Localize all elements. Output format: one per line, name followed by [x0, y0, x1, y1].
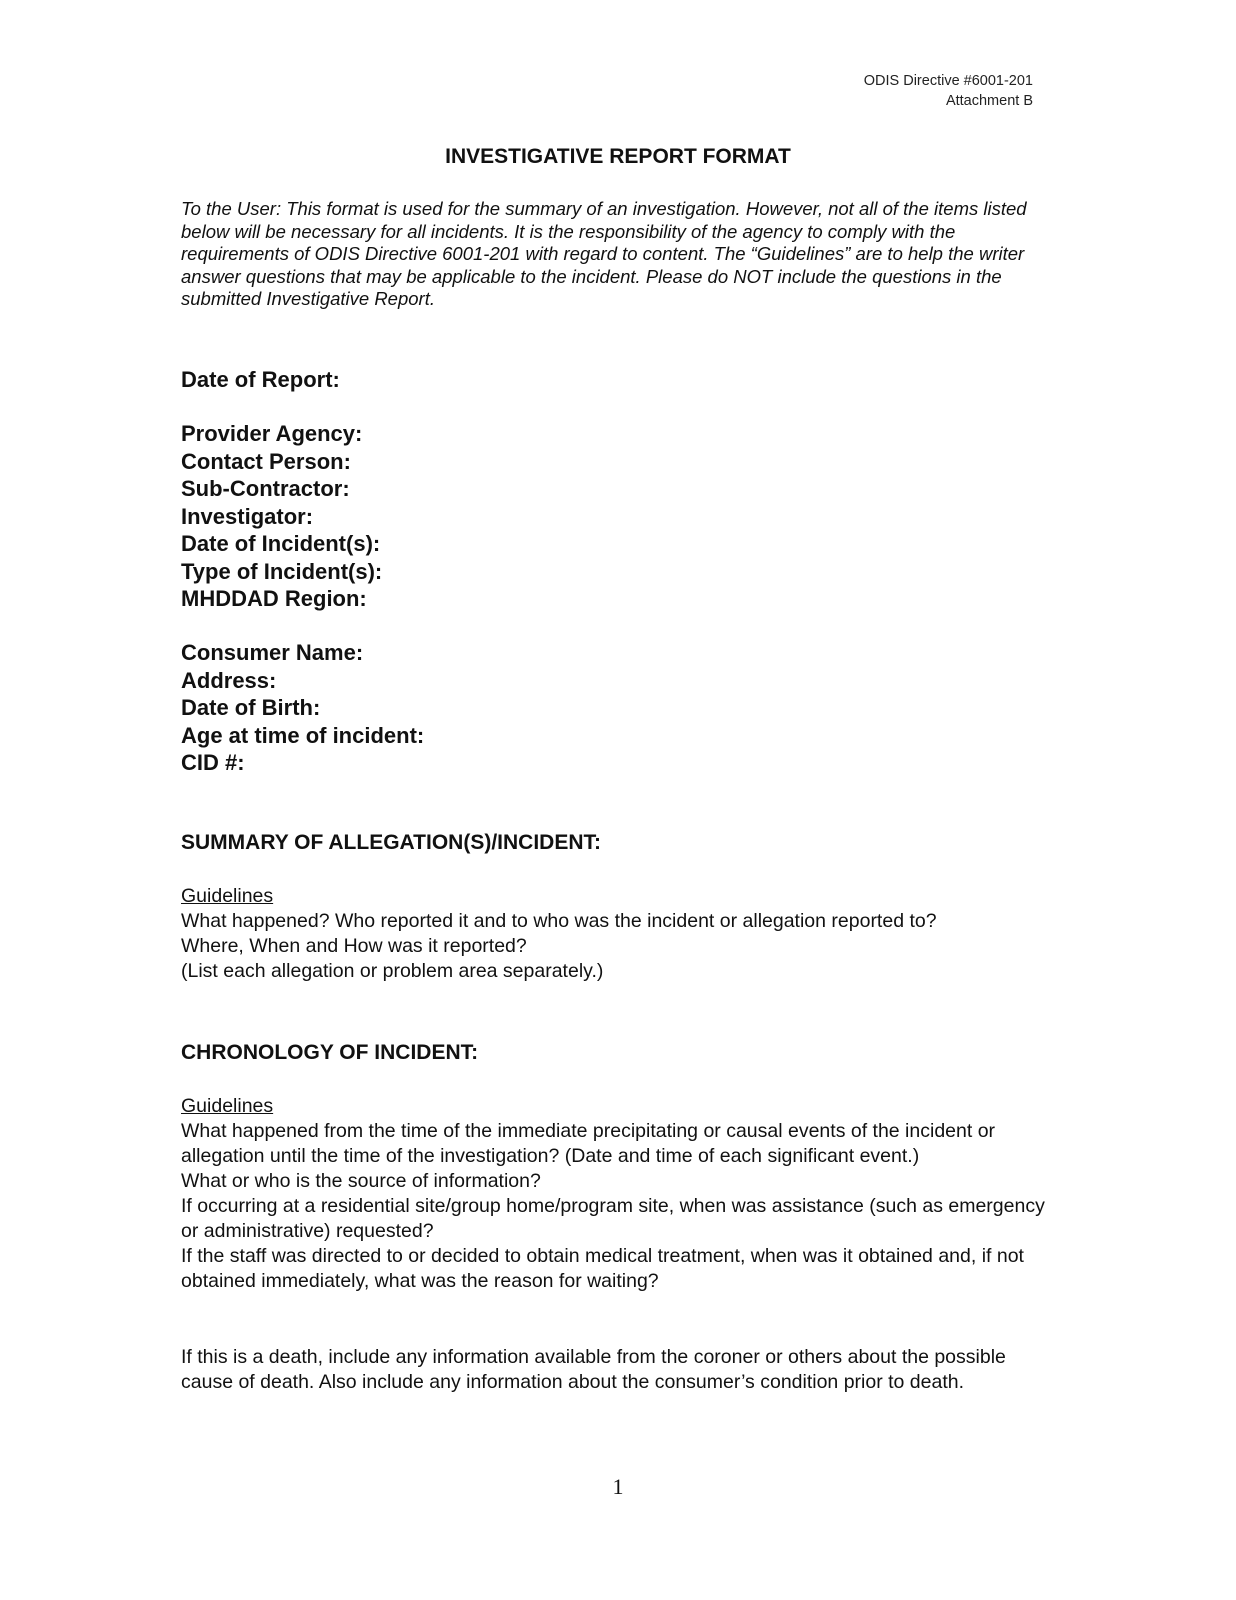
chronology-guideline-paragraph: What or who is the source of information? [181, 1170, 541, 1192]
field-investigator: Investigator: [181, 503, 314, 529]
summary-guideline-line: What happened? Who reported it and to who was the incident or allegation reported to? [181, 910, 937, 932]
summary-guidelines [181, 884, 1061, 984]
field-cid: CID #: [181, 750, 245, 775]
field-address: Address: [181, 667, 277, 693]
summary-heading: SUMMARY OF ALLEGATION(S)/INCIDENT: [181, 831, 601, 854]
field-date-of-birth: Date of Birth: [181, 695, 321, 720]
field-mhddad-region: MHDDAD Region: [181, 586, 367, 611]
chronology-heading: CHRONOLOGY OF INCIDENT: [181, 1041, 479, 1064]
death-note [181, 1345, 1061, 1395]
summary-guideline-line: Where, When and How was it reported? [181, 935, 527, 957]
field-date-of-incident: Date of Incident(s): [181, 531, 381, 556]
field-sub-contractor: Sub-Contractor: [181, 476, 350, 501]
field-provider-agency: Provider Agency: [181, 421, 363, 446]
summary-guidelines-label: Guidelines [181, 885, 274, 907]
field-consumer-name: Consumer Name: [181, 640, 364, 665]
chronology-guideline-paragraph: If the staff was directed to or decided to obtain medical treatment, when was it obtained and, if not obtained immediately, what was the reason for waiting? [181, 1245, 1024, 1292]
field-date-of-report: Date of Report: [181, 367, 340, 392]
consumer-fields [181, 639, 424, 777]
page-title: INVESTIGATIVE REPORT FORMAT [445, 145, 791, 168]
intro-paragraph: To the User: This format is used for the summary of an investigation. However, not all of the items listed below will be necessary for all incidents. It is the responsibility of the agency to comply with the requirements of ODIS Directive 6001-201 with regard to content. The “Guidelines” are to help the writer answer questions that may be applicable to the incident. Please do NOT include the questions in the submitted Investigative Report. [181, 198, 1027, 309]
chronology-guideline-paragraph: What happened from the time of the immediate precipitating or causal events of the incident or allegation until the time of the investigation? (Date and time of each significant event.) [181, 1120, 996, 1167]
chronology-guidelines-label: Guidelines [181, 1095, 274, 1117]
page-number: 1 [612, 1474, 624, 1499]
death-note-paragraph: If this is a death, include any information available from the coroner or others about the possible cause of death. Also include any information about the consumer’s condition prior to death. [181, 1346, 1006, 1393]
field-type-of-incident: Type of Incident(s): [181, 558, 383, 584]
summary-guideline-line: (List each allegation or problem area separately.) [181, 960, 604, 982]
provider-fields [181, 420, 382, 613]
directive-number: ODIS Directive #6001-201 [863, 73, 1033, 89]
chronology-guidelines [181, 1094, 1061, 1294]
attachment-label: Attachment B [945, 93, 1033, 109]
document-header [864, 71, 1033, 111]
chronology-guideline-paragraph: If occurring at a residential site/group home/program site, when was assistance (such as emergency or administrative) requested? [181, 1195, 1045, 1242]
report-date-group [181, 366, 340, 394]
field-contact-person: Contact Person: [181, 448, 351, 474]
field-age-at-incident: Age at time of incident: [181, 722, 425, 748]
